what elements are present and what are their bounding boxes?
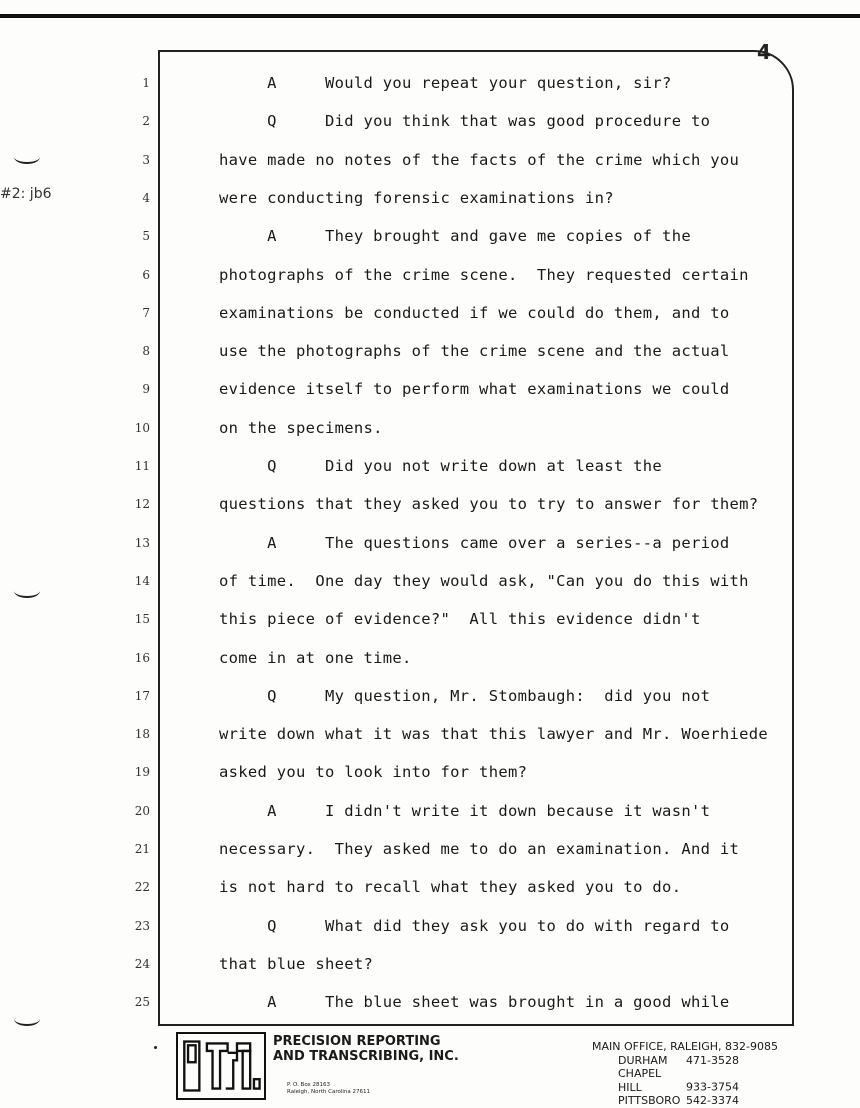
line-number: 14: [134, 573, 150, 588]
line-number: 22: [134, 880, 150, 895]
company-name-line1: PRECISION REPORTING: [273, 1034, 441, 1049]
transcript-line: Q My question, Mr. Stombaugh: did you not: [219, 686, 711, 705]
transcript-line: Q Did you think that was good procedure to: [219, 112, 711, 131]
office-rows: [592, 1054, 778, 1108]
line-number: 24: [134, 956, 150, 971]
page-number: 4: [757, 40, 772, 64]
line-number: 2: [142, 114, 150, 129]
office-row: [592, 1067, 778, 1094]
transcript-line: photographs of the crime scene. They requested certain: [219, 265, 749, 284]
office-row: [592, 1054, 778, 1068]
margin-note: #2: jb6: [0, 186, 52, 202]
office-phone: 542-3374: [686, 1094, 739, 1107]
transcript-line: necessary. They asked me to do an examination. And it: [219, 840, 740, 858]
transcript-line: write down what it was that this lawyer and Mr. Woerhiede: [219, 725, 769, 744]
line-number: 5: [142, 229, 150, 244]
line-number: 7: [142, 305, 150, 320]
binder-hole-mark: [14, 584, 40, 598]
transcript-line: asked you to look into for them?: [219, 763, 528, 782]
office-city: CHAPEL HILL: [618, 1067, 662, 1094]
office-phone-list: [592, 1040, 778, 1108]
line-number: 9: [142, 382, 150, 397]
line-number: 18: [134, 727, 150, 742]
transcript-line: on the specimens.: [219, 418, 383, 437]
transcript-line: A Would you repeat your question, sir?: [219, 74, 672, 92]
transcript-line: Q What did they ask you to do with regard to: [219, 916, 730, 935]
line-number: 15: [134, 612, 150, 627]
footer-dot: [154, 1046, 157, 1049]
transcript-line: A I didn't write it down because it wasn't: [219, 801, 711, 820]
line-number: 25: [134, 995, 150, 1010]
transcript-line: A They brought and gave me copies of the: [219, 227, 691, 246]
company-name: [273, 1034, 459, 1064]
transcript-line: Q Did you not write down at least the: [219, 457, 663, 475]
transcript-line: that blue sheet?: [219, 954, 374, 973]
top-rule: [0, 14, 860, 18]
transcript-line: A The questions came over a series--a period: [219, 533, 730, 552]
line-number: 19: [134, 765, 150, 780]
transcript-line: A The blue sheet was brought in a good while: [219, 993, 730, 1012]
office-phone: 471-3528: [686, 1053, 739, 1067]
line-number: 13: [134, 535, 150, 550]
line-number: 3: [142, 152, 150, 167]
transcript-line: is not hard to recall what they asked you to do.: [219, 878, 682, 897]
line-number: 20: [134, 803, 150, 818]
transcript-line: have made no notes of the facts of the crime which you: [219, 150, 740, 169]
company-logo: [176, 1032, 266, 1100]
office-row: [592, 1094, 778, 1108]
company-name-line2: AND TRANSCRIBING, INC.: [273, 1049, 459, 1064]
transcript-line: come in at one time.: [219, 648, 412, 667]
line-number: 11: [134, 459, 150, 473]
main-office: MAIN OFFICE, RALEIGH, 832-9085: [592, 1040, 778, 1053]
transcript-line: evidence itself to perform what examinations we could: [219, 380, 730, 399]
line-number: 6: [142, 267, 150, 282]
line-number: 10: [134, 420, 150, 435]
transcript-line: this piece of evidence?" All this evidence didn't: [219, 610, 701, 629]
address-line2: Raleigh, North Carolina 27611: [287, 1089, 370, 1095]
transcript-line: of time. One day they would ask, "Can you do this with: [219, 571, 749, 590]
office-phone: 933-3754: [686, 1080, 739, 1094]
transcript-line: examinations be conducted if we could do them, and to: [219, 303, 730, 322]
address-line1: P. O. Box 28163: [287, 1082, 331, 1088]
binder-hole-mark: [14, 150, 40, 164]
company-address: [287, 1082, 370, 1096]
transcript-line: use the photographs of the crime scene and the actual: [219, 342, 730, 361]
footer: [0, 1026, 860, 1108]
transcript-line: were conducting forensic examinations in?: [219, 188, 614, 207]
transcript-line: questions that they asked you to try to answer for them?: [219, 495, 759, 514]
line-number: 23: [134, 918, 150, 933]
line-number: 4: [142, 190, 150, 205]
line-number: 16: [134, 650, 150, 665]
line-number: 17: [134, 688, 150, 703]
line-number: 8: [142, 344, 150, 359]
office-city: PITTSBORO: [618, 1094, 681, 1107]
binder-hole-mark: [14, 1012, 40, 1026]
line-number: 21: [134, 842, 150, 856]
line-number: 12: [134, 497, 150, 512]
line-number: 1: [142, 76, 150, 90]
office-city: DURHAM: [618, 1053, 668, 1067]
